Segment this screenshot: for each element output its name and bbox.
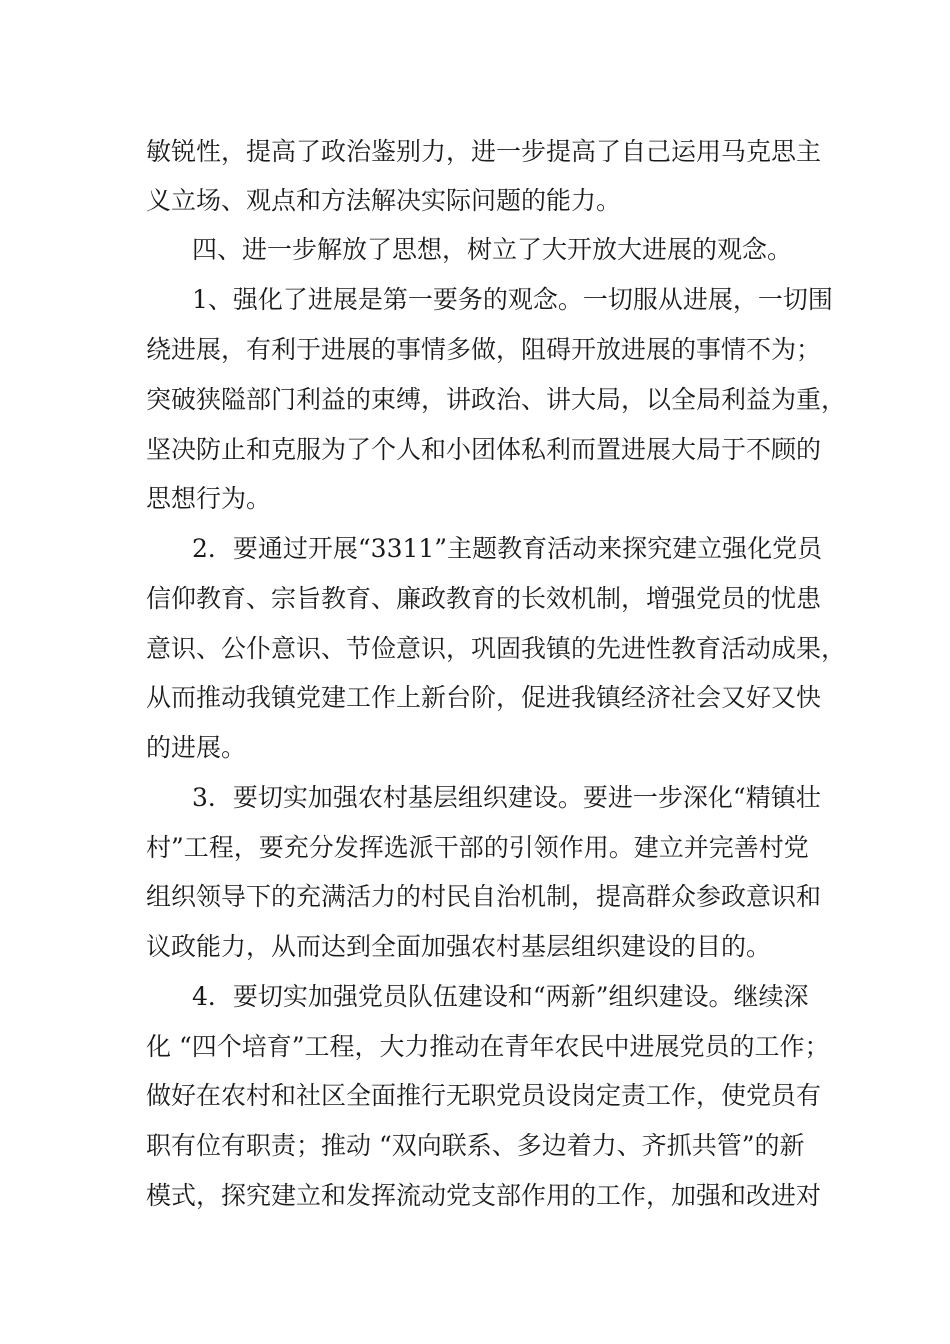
text-line: 职有位有职责；推动 “双向联系、多边着力、齐抓共管”的新: [146, 1131, 805, 1160]
text-line: 模式，探究建立和发挥流动党支部作用的工作，加强和改进对: [146, 1181, 822, 1210]
text-line: 坚决防止和克服为了个人和小团体私利而置进展大局于不顾的: [146, 435, 822, 464]
paragraph-first-line: 2．要通过开展“3311”主题教育活动来探究建立强化党员: [192, 534, 823, 563]
text-line: 思想行为。: [146, 484, 272, 513]
text-line: 意识、公仆意识、节俭意识，巩固我镇的先进性教育活动成果，: [146, 634, 847, 663]
text-line: 敏锐性，提高了政治鉴别力，进一步提高了自己运用马克思主: [146, 137, 822, 166]
text-line: 义立场、观点和方法解决实际问题的能力。: [146, 186, 622, 215]
text-line: 做好在农村和社区全面推行无职党员设岗定责工作，使党员有: [146, 1081, 822, 1110]
paragraph-first-line: 3．要切实加强农村基层组织建设。要进一步深化“精镇壮: [192, 783, 821, 812]
text-line: 议政能力，从而达到全面加强农村基层组织建设的目的。: [146, 932, 772, 961]
text-line: 信仰教育、宗旨教育、廉政教育的长效机制，增强党员的忧患: [146, 584, 822, 613]
text-line: 村”工程，要充分发挥选派干部的引领作用。建立并完善村党: [146, 833, 809, 862]
paragraph-first-line: 4．要切实加强党员队伍建设和“两新”组织建设。继续深: [192, 982, 809, 1011]
text-line: 从而推动我镇党建工作上新台阶，促进我镇经济社会又好又快: [146, 683, 822, 712]
text-line: 化 “四个培育”工程，大力推动在青年农民中进展党员的工作；: [146, 1032, 830, 1061]
text-line: 绕进展，有利于进展的事情多做，阻碍开放进展的事情不为；: [146, 335, 822, 364]
paragraph-first-line: 1、强化了进展是第一要务的观念。一切服从进展，一切围: [192, 285, 833, 314]
text-line: 突破狭隘部门利益的束缚，讲政治、讲大局，以全局利益为重，: [146, 385, 847, 414]
section-heading: 四、进一步解放了思想，树立了大开放大进展的观念。: [192, 235, 793, 264]
text-line: 的进展。: [146, 733, 247, 762]
text-line: 组织领导下的充满活力的村民自治机制，提高群众参政意识和: [146, 882, 822, 911]
